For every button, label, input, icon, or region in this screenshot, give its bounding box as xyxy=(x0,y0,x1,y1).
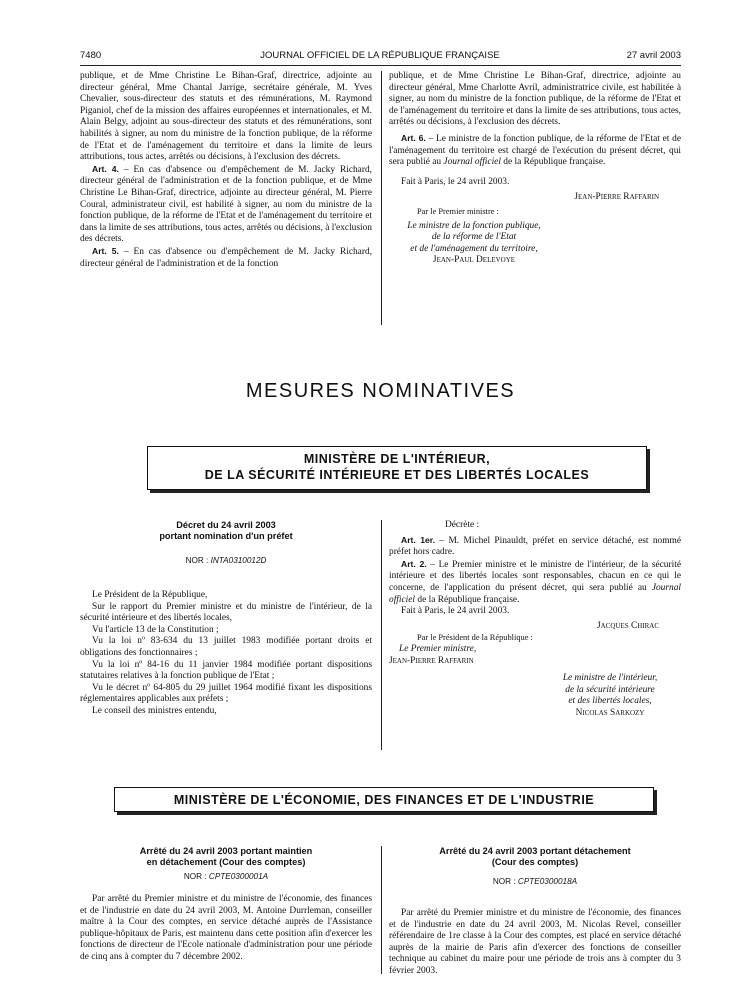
top-right-column xyxy=(389,71,681,267)
minister-title-2: de la sécurité intérieure xyxy=(565,684,655,695)
header-rule xyxy=(80,65,681,66)
article-2: Art. 2. – Le Premier ministre et le ministre de l'intérieur, de la sécurité intérieure et des libertés locales sont responsables, chacun en ce qui le concerne, de l'application du présent décret, qui sera publié au Journal officiel de la République française. xyxy=(389,558,681,605)
section-title: MESURES NOMINATIVES xyxy=(245,380,516,402)
minister-title-3: et de l'aménagement du territoire, xyxy=(410,243,538,254)
minister-block xyxy=(389,221,559,267)
decret-visas xyxy=(80,590,372,718)
header-date: 27 avril 2003 xyxy=(626,50,681,61)
par-line: Par le Premier ministre : xyxy=(417,206,499,216)
visa: Le conseil des ministres entendu, xyxy=(92,705,217,716)
fait-line: Fait à Paris, le 24 avril 2003. xyxy=(401,176,510,187)
minister-name: Jean-Paul Delevoye xyxy=(432,255,516,266)
journal-title: JOURNAL OFFICIEL DE LA RÉPUBLIQUE FRANÇAISE xyxy=(260,50,500,61)
decrete-line: Décrète : xyxy=(445,520,480,530)
minister-title-3: et des libertés locales, xyxy=(568,696,652,707)
minister-block xyxy=(539,673,681,719)
pm-name: Jean-Pierre Raffarin xyxy=(389,655,474,666)
minister-name: Nicolas Sarkozy xyxy=(575,707,645,718)
top-left-column xyxy=(80,71,372,270)
arrete-1-title: Arrêté du 24 avril 2003 portant maintien en détachement (Cour des comptes) xyxy=(139,846,313,867)
visa: Vu l'article 13 de la Constitution ; xyxy=(92,624,219,635)
signer-name: Jean-Pierre Raffarin xyxy=(574,192,659,203)
decret-title: Décret du 24 avril 2003 portant nomination d'un préfet xyxy=(159,520,293,541)
pm-title: Le Premier ministre, xyxy=(399,643,477,654)
minister-title-1: Le ministre de l'intérieur, xyxy=(562,673,658,684)
fait-line: Fait à Paris, le 24 avril 2003. xyxy=(401,606,510,617)
ministry-interieur-box xyxy=(147,446,647,490)
article-5: Art. 5. – En cas d'absence ou d'empêchement de M. Jacky Richard, directeur général de l'administration et de la fonction xyxy=(80,245,372,269)
visa: Vu la loi nº 84-16 du 11 janvier 1984 modifiée portant dispositions statutaires relatives à la fonction publique de l'Etat ; xyxy=(80,659,372,682)
visa: Vu la loi nº 83-634 du 13 juillet 1983 modifiée portant droits et obligations des fonctionnaires ; xyxy=(80,636,372,658)
visa: Vu le décret nº 64-805 du 29 juillet 1964 modifié fixant les dispositions réglementaires applicables aux préfets ; xyxy=(80,682,372,705)
arrete-1-text: Par arrêté du Premier ministre et du ministre de l'économie, des finances et de l'industrie en date du 24 avril 2003, M. Antoine Durrleman, conseiller maître à la Cour des comptes, en service détaché auprès de l'Assistance publique-hôpitaux de Paris, est maintenu dans cette position afin d'exercer les fonctions de directeur de l'Ecole nationale d'administration pour une période de cinq ans à compter du 7 décembre 2002. xyxy=(80,894,372,962)
ministry-economie-box xyxy=(114,787,654,812)
visa: Sur le rapport du Premier ministre et du ministre de l'intérieur, de la sécurité intérieure et des libertés locales, xyxy=(80,601,372,624)
decret-articles xyxy=(389,520,681,720)
arrete-2-title: Arrêté du 24 avril 2003 portant détachement (Cour des comptes) xyxy=(439,846,631,867)
column-divider xyxy=(381,71,382,325)
arrete-2-nor: NOR : CPTE0300018A xyxy=(492,877,578,886)
arrete-1-nor: NOR : CPTE0300001A xyxy=(183,872,269,881)
minister-title-2: de la réforme de l'Etat xyxy=(431,232,517,243)
ministry-title-line1: MINISTÈRE DE L'ÉCONOMIE, DES FINANCES ET DE L'INDUSTRIE xyxy=(173,793,595,807)
arrete-1-body xyxy=(80,894,372,964)
signer-name: Jacques Chirac xyxy=(596,620,659,631)
page-number: 7480 xyxy=(80,50,102,61)
ministry-title-line1: MINISTÈRE DE L'INTÉRIEUR, xyxy=(303,452,491,466)
article-4: Art. 4. – En cas d'absence ou d'empêchement de M. Jacky Richard, directeur général de l'administration et de la fonction publique, et de Mme Christine Le Bihan-Graf, directrice, adjointe au directeur général, M. Pierre Coural, administrateur civil, est habilité à signer, au nom du ministre de la fonction publique, de la réforme de l'Etat et de l'aménagement du territoire et dans la limite de ses attributions, tous actes, arrêtés ou décisions, à l'exclusion des décrets. xyxy=(80,163,372,245)
article-6: Art. 6. – Le ministre de la fonction publique, de la réforme de l'Etat et de l'aménagement du territoire est chargé de l'exécution du présent décret, qui sera publié au Journal officiel de la République française. xyxy=(389,132,681,168)
minister-title-1: Le ministre de la fonction publique, xyxy=(407,220,541,231)
column-divider xyxy=(381,520,382,750)
column-divider xyxy=(381,846,382,974)
par-line: Par le Président de la République : xyxy=(417,633,533,643)
arrete-2-body xyxy=(389,908,681,978)
decret-nor: NOR : INTA0310012D xyxy=(185,556,267,565)
arrete-2-text: Par arrêté du Premier ministre et du ministre de l'économie, des finances et de l'industrie en date du 24 avril 2003, M. Nicolas Revel, conseiller référendaire de 1re classe à la Cour des comptes, est placé en service détaché auprès de la mairie de Paris afin d'exercer des fonctions de conseiller technique au cabinet du maire pour une période de trois ans à compter du 3 février 2003. xyxy=(389,908,681,976)
article-1: Art. 1er. – M. Michel Pinauldt, préfet en service détaché, est nommé préfet hors cadre. xyxy=(389,534,681,558)
paragraph: publique, et de Mme Christine Le Bihan-Graf, directrice, adjointe au directeur général, Mme Chantal Jarrige, secrétaire générale, M. Yves Chevalier, sous-directeur des statuts et des rémunérations, M. Raymond Piganiol, chef de la mission des affaires européennes et internationales, et M. Alain Belgy, adjoint au sous-directeur des statuts et des rémunérations, sont habilités à signer, au nom du ministre de la fonction publique, de la réforme de l'Etat et de l'aménagement du territoire et dans la limite de leurs attributions, tous actes, arrêtés ou décisions, à l'exclusion des décrets. xyxy=(80,71,372,163)
ministry-title-line2: DE LA SÉCURITÉ INTÉRIEURE ET DES LIBERTÉS LOCALES xyxy=(204,468,590,482)
paragraph: publique, et de Mme Christine Le Bihan-Graf, directrice, adjointe au directeur général, Mme Charlotte Avril, administratrice civile, est habilitée à signer, au nom du ministre de la fonction publique, de la réforme de l'Etat et de l'aménagement du territoire et dans la limite de ses attributions, tous actes, arrêtés ou décisions, à l'exclusion des décrets. xyxy=(389,71,681,128)
president-line: Le Président de la République, xyxy=(92,590,208,600)
